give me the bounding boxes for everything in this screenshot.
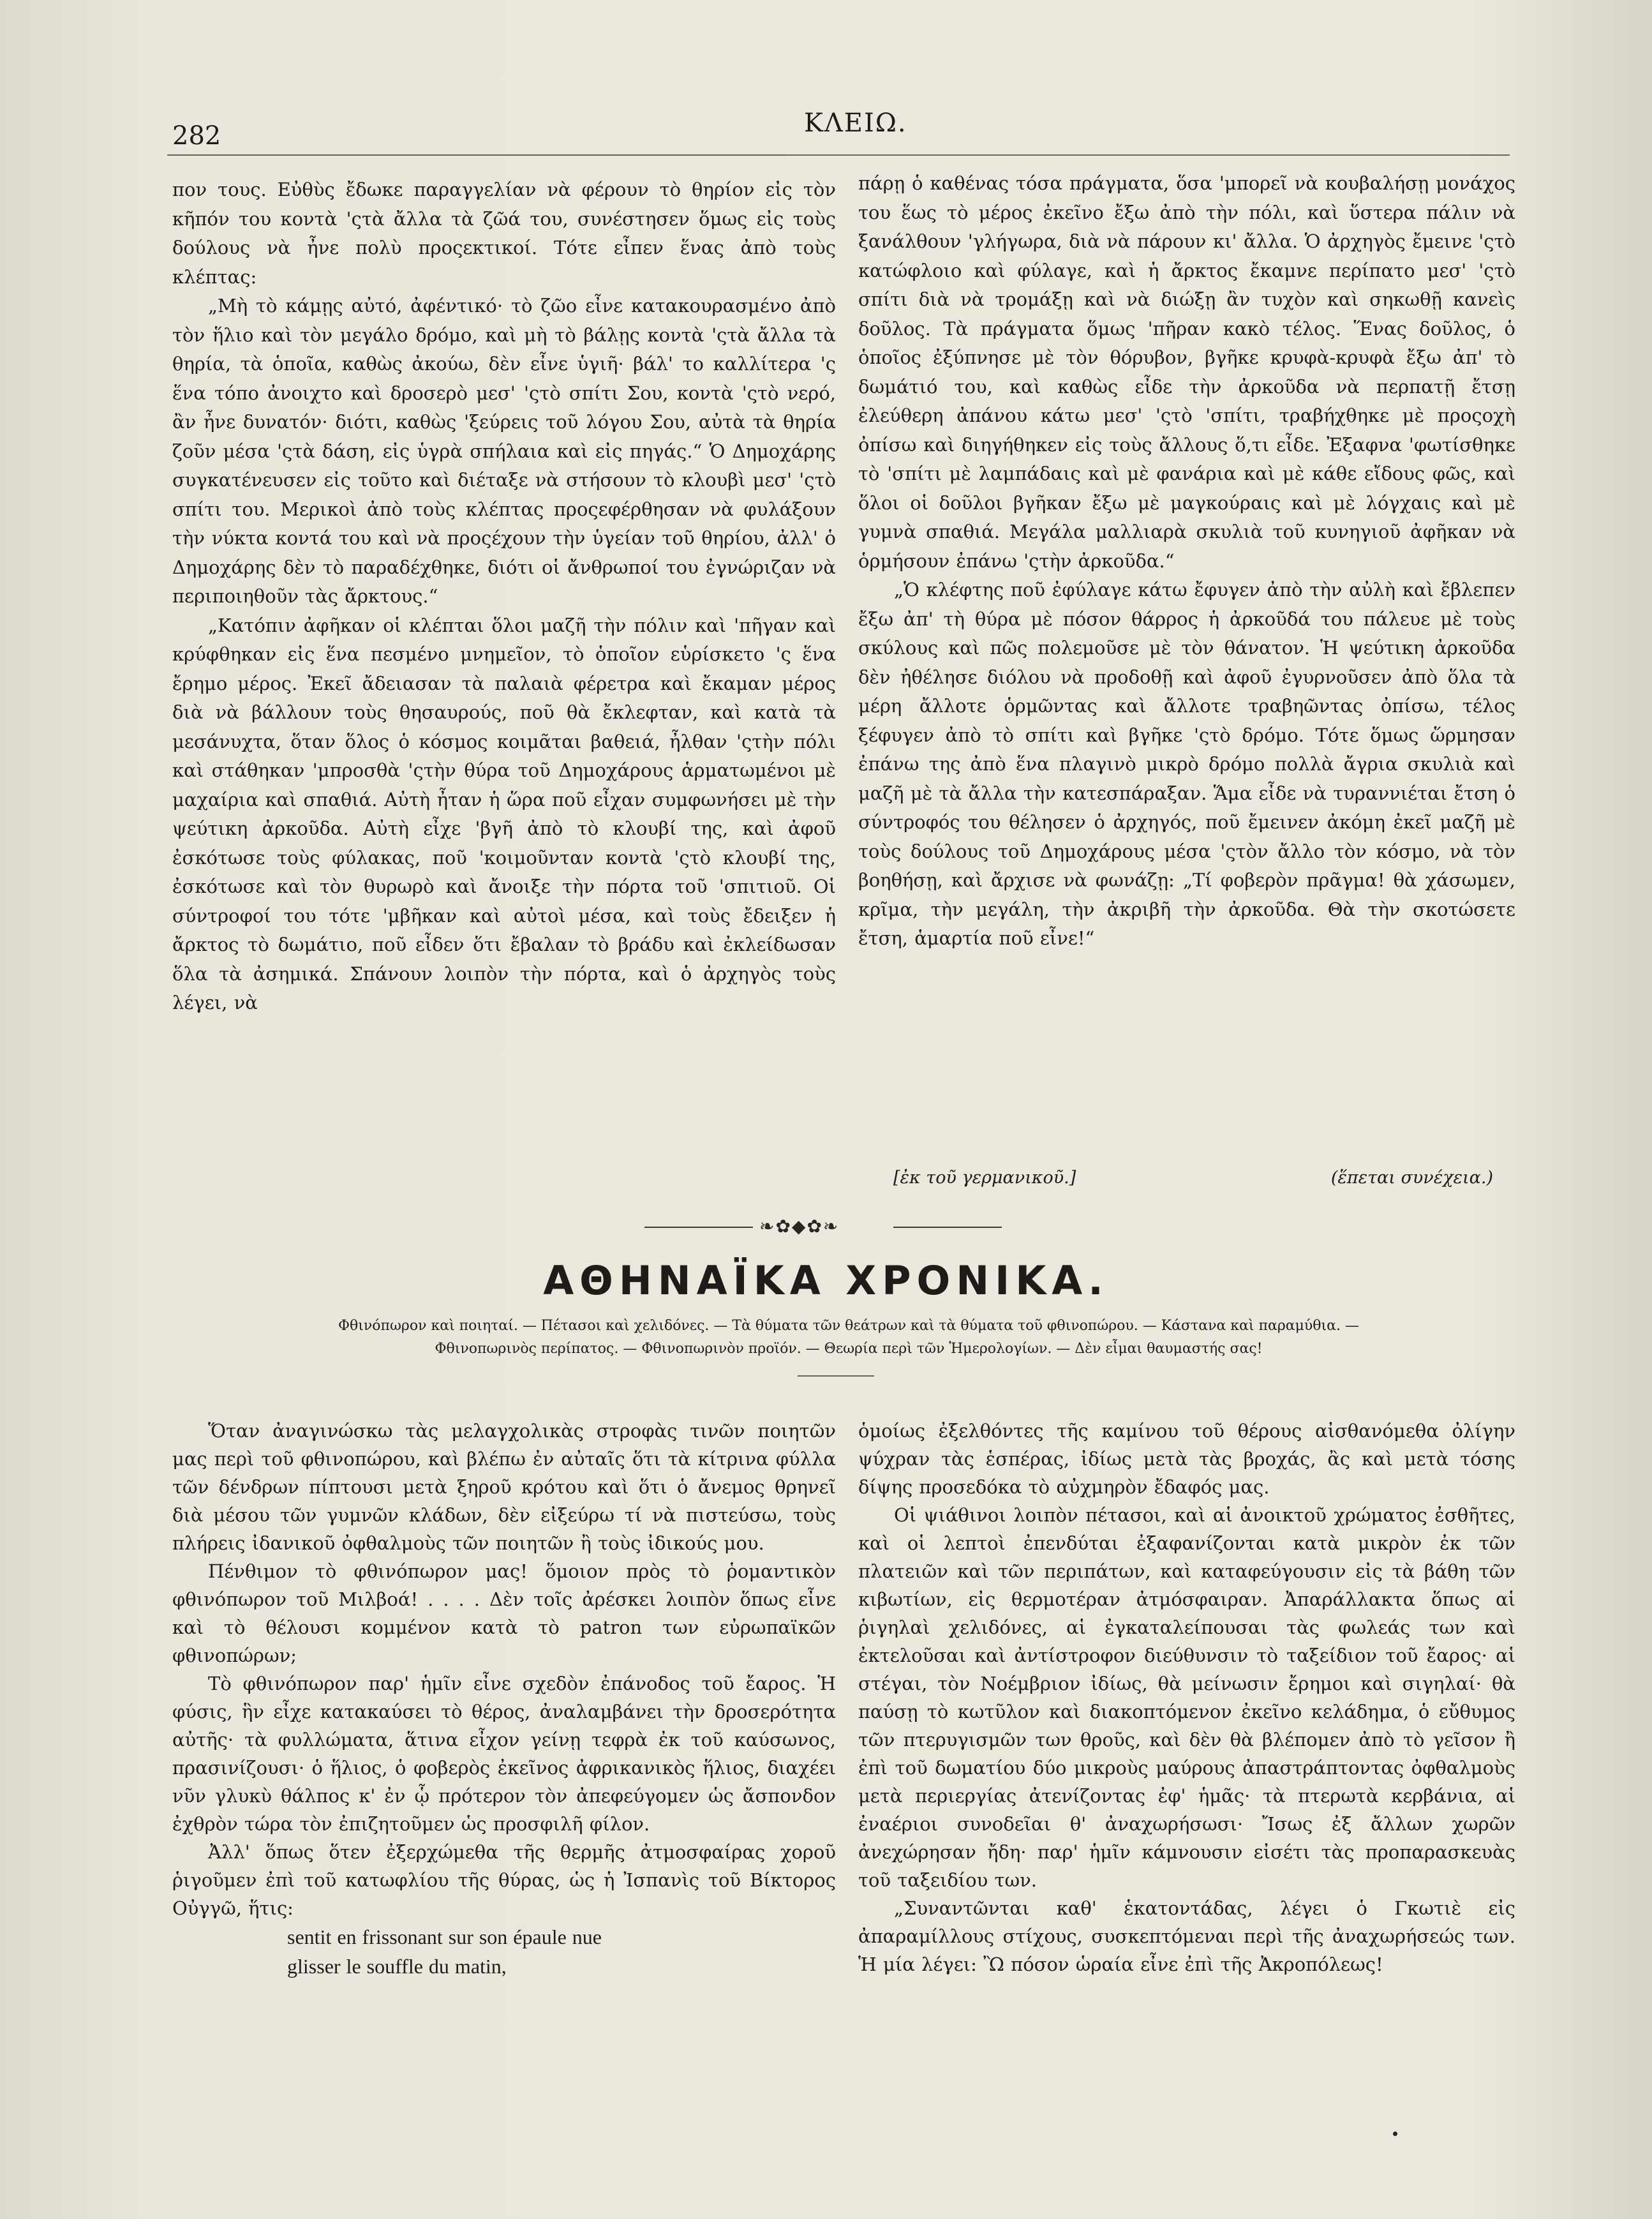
ornament: ❧✿◆✿❧	[759, 1216, 840, 1237]
paragraph: „Ὁ κλέφτης ποῦ ἐφύλαγε κάτω ἔφυγεν ἀπὸ τὴν αὐλὴ καὶ ἔβλεπεν ἔξω ἀπ' τὴ θύρα μὲ πόσον θάρρος ἡ ἀρκοῦδά του πάλευε μὲ τοὺς σκύλους καὶ πῶς πολεμοῦσε μὲ τὸν θάνατον. Ἡ ψεύτικη ἀρκοῦδα δὲν ἠθέλησε διόλου νὰ προδοθῇ καὶ ἀφοῦ ἐγυρνοῦσεν ἀπὸ ὅλα τὰ μέρη ἄλλοτε ὁρμῶντας καὶ ἄλλοτε τραβηῶντας ὀπίσω, τέλος ξέφυγεν ἀπὸ τὸ σπίτι καὶ βγῆκε 'ςτὸ δρόμο. Τότε ὅμως ὥρμησαν ἐπάνω της ἀπὸ ἕνα πλαγινὸ μικρὸ δρόμο πολλὰ ἄγρια σκυλιὰ καὶ μαζῆ μὲ τὰ ἄλλα τὴν κατεσπάραξαν. Ἅμα εἶδε νὰ τυραννιέται ἔτση ὁ σύντροφός του θέλησεν ὁ ἀρχηγός, ποῦ ἔμεινεν ἀκόμη ἐκεῖ μαζῆ μὲ τοὺς δούλους τοῦ Δημοχάρους μέσα 'ςτὸν ἄλλο τὸν κόσμο, νὰ τὸν βοηθήσῃ, καὶ ἄρχισε νὰ φωνάζῃ: „Τί φοβερὸν πρᾶγμα! θὰ χάσωμεν, κρῖμα, τὴν μεγάλη, τὴν ἀκριβῆ τὴν ἀρκοῦδα. Θὰ τὴν σκοτώσετε ἔτση, ἁμαρτία ποῦ εἶνε!“	[858, 579, 1515, 949]
page-number: 282	[172, 121, 221, 151]
section-title: ΑΘΗΝΑΪΚΑ ΧΡΟΝΙΚΑ.	[543, 1257, 1109, 1304]
paragraph: „Συναντῶνται καθ' ἑκατοντάδας, λέγει ὁ Γκωτιὲ εἰς ἀπαραμίλλους στίχους, συσκεπτόμεναι περὶ τῆς ἀναχωρήσεώς των. Ἡ μία λέγει: Ὢ πόσον ὡραία εἶνε ἐπὶ τῆς Ἀκροπόλεως!	[858, 1897, 1515, 1975]
chronicle-column-right	[858, 1417, 1515, 1978]
story-column-right	[858, 169, 1515, 953]
divider	[644, 1227, 753, 1228]
summary-line: Φθινοπωρινὸς περίπατος. — Φθινοπωρινὸν προϊόν. — Θεωρία περὶ τῶν Ἡμερολογίων. — Δὲν εἶμαι θαυμαστής σας!	[435, 1341, 1263, 1357]
divider	[893, 1227, 1002, 1228]
paragraph: Οἱ ψιάθινοι λοιπὸν πέτασοι, καὶ αἱ ἀνοικτοῦ χρώματος ἐσθῆτες, καὶ οἱ λεπτοὶ ἐπενδύται ἐξαφανίζονται κατὰ μικρὸν ἐκ τῶν πλατειῶν καὶ τῶν περιπάτων, καὶ καταφεύγουσιν εἰς τὰ βάθη τῶν κιβωτίων, εἰς θερμοτέραν ἀτμόσφαιραν. Ἀπαράλλακτα ὅπως αἱ ῥιγηλαὶ χελιδόνες, αἱ ἐγκαταλείπουσαι τὰς φωλεάς των καὶ ἐκτελοῦσαι καὶ ἀντίστροφον διεύθυνσιν τὸ ταξείδιον τοῦ ἔαρος· αἱ στέγαι, τὸν Νοέμβριον ἰδίως, θὰ μείνωσιν ἔρημοι καὶ σιγηλαί· θὰ παύσῃ τὸ κωτῦλον καὶ διακοπτόμενον ἐκεῖνο κελάδημα, ὁ εὔθυμος τῶν πτερυγισμῶν των θροῦς, καὶ δὲν θὰ βλέπομεν ἀπὸ τὸ γεῖσον ἢ ἐπὶ τοῦ δωματίου δύο μικροὺς μαύρους ἀπαστράπτοντας ὀφθαλμοὺς μετὰ περιεργίας ἀτενίζοντας ἐφ' ἡμᾶς· τὰ πτερωτὰ κερβάνια, αἱ ἐναέριοι συνοδεῖαι θ' ἀναχωρήσωσι· Ἴσως ἐξ ἄλλων χωρῶν ἀνεχώρησαν ἤδη· παρ' ἡμῖν κάμνουσιν εἰσέτι τὰς προπαρασκευὰς τοῦ ταξειδίου των.	[858, 1504, 1515, 1891]
quote-line: glisser le souffle du matin,	[287, 1955, 507, 1978]
summary-line: Φθινόπωρον καὶ ποιηταί. — Πέτασοι καὶ χελιδόνες. — Τὰ θύματα τῶν θεάτρων καὶ τὰ θύματα τοῦ φθινοπώρου. — Κάστανα καὶ παραμύθια. —	[338, 1318, 1360, 1334]
paragraph: πον τους. Εὐθὺς ἔδωκε παραγγελίαν νὰ φέρουν τὸ θηρίον εἰς τὸν κῆπόν του κοντὰ 'ςτὰ ἄλλα τὰ ζῶά του, συνέστησεν ὅμως εἰς τοὺς δούλους νὰ ἦνε πολὺ προςεκτικοί. Τότε εἶπεν ἕνας ἀπὸ τοὺς κλέπτας:	[172, 179, 836, 288]
running-title: ΚΛΕΙΩ.	[804, 108, 907, 138]
paragraph: Πένθιμον τὸ φθινόπωρον μας! ὅμοιον πρὸς τὸ ῥομαντικὸν φθινόπωρον τοῦ Μιλβοά! . . . . Δὲν τοῖς ἀρέσκει λοιπὸν ὅπως εἶνε καὶ τὸ θέλουσι κομμένον κατὰ τὸ patron των εὐρωπαϊκῶν φθινοπώρων;	[172, 1560, 836, 1666]
section-summary	[182, 1315, 1515, 1361]
paragraph: „Μὴ τὸ κάμῃς αὐτό, ἀφέντικό· τὸ ζῶο εἶνε κατακουρασμένο ἀπὸ τὸν ἥλιο καὶ τὸν μεγάλο δρόμο, καὶ μὴ τὸ βάλῃς κοντὰ 'ςτὰ ἄλλα τὰ θηρία, τὰ ὁποῖα, καθὼς ἀκούω, δὲν εἶνε ὑγιῆ· βάλ' το καλλίτερα 'ς ἕνα τόπο ἀνοιχτο καὶ δροσερὸ μεσ' 'ςτὸ σπίτι Σου, κοντὰ 'ςτὸ νερό, ἂν ἦνε δυνατόν· διότι, καθὼς 'ξεύρεις τοῦ λόγου Σου, αὐτὰ τὰ θηρία ζοῦν μέσα 'ςτὰ δάση, εἰς ὑγρὰ σπήλαια καὶ εἰς πηγάς.“ Ὁ Δημοχάρης συγκατένευσεν εἰς τοῦτο καὶ διέταξε νὰ στήσουν τὸ κλουβὶ μεσ' 'ςτὸ σπίτι του. Μερικοὶ ἀπὸ τοὺς κλέπτας προςεφέρθησαν νὰ φυλάξουν τὴν νύκτα κοντά του καὶ νὰ προςέχουν τὴν ὑγείαν τοῦ θηρίου, ἀλλ' ὁ Δημοχάρης δὲν τὸ παραδέχθηκε, διότι οἱ ἄνθρωποί του ἐγνώριζαν νὰ περιποιηθοῦν τὰς ἄρκτους.“	[172, 295, 836, 607]
story-column-left	[172, 176, 836, 1018]
paragraph: πάρῃ ὁ καθένας τόσα πράγματα, ὅσα 'μπορεῖ νὰ κουβαλήσῃ μονάχος του ἕως τὸ μέρος ἐκεῖνο ἔξω ἀπὸ τὴν πόλι, καὶ ὕστερα πάλιν νὰ ξανάλθουν 'γλήγωρα, διὰ νὰ πάρουν κι' ἄλλα. Ὁ ἀρχηγὸς ἔμεινε 'ςτὸ κατώφλοιο καὶ φύλαγε, καὶ ἡ ἄρκτος ἔκαμνε περίπατο μεσ' 'ςτὸ σπίτι διὰ νὰ τρομάξῃ καὶ νὰ διώξῃ ἂν τυχὸν καὶ σηκωθῇ κανεὶς δοῦλος. Τὰ πράγματα ὅμως 'πῆραν κακὸ τέλος. Ἕνας δοῦλος, ὁ ὁποῖος ἐξύπνησε μὲ τὸν θόρυβον, βγῆκε κρυφὰ-κρυφὰ ἔξω ἀπ' τὸ δωμάτιό του, καὶ καθὼς εἶδε τὴν ἀρκοῦδα νὰ περπατῇ ἔτσῃ ἐλεύθερη ἀπάνου κάτω μεσ' 'ςτὸ 'σπίτι, τραβήχθηκε μὲ προςοχὴ ὀπίσω καὶ διηγήθηκεν εἰς τοὺς ἄλλους ὅ,τι εἶδε. Ἐξαφνα 'φωτίσθηκε τὸ 'σπίτι μὲ λαμπάδαις καὶ μὲ φανάρια καὶ μὲ κάθε εἴδους φῶς, καὶ ὅλοι οἱ δοῦλοι βγῆκαν ἔξω μὲ μαγκούραις καὶ μὲ λόγχαις καὶ μὲ γυμνὰ σπαθιά. Μεγάλα μαλλιαρὰ σκυλιὰ τοῦ κυνηγιοῦ ἀφῆκαν νὰ ὁρμήσουν ἐπάνω 'ςτὴν ἀρκοῦδα.“	[858, 172, 1515, 572]
paragraph: Ὅταν ἀναγινώσκω τὰς μελαγχολικὰς στροφὰς τινῶν ποιητῶν μας περὶ τοῦ φθινοπώρου, καὶ βλέπω ἐν αὐταῖς ὅτι τὰ κίτρινα φύλλα τῶν δένδρων πίπτουσι μετὰ ξηροῦ κρότου καὶ ὅτι ὁ ἄνεμος θρηνεῖ διὰ μέσου τῶν γυμνῶν κλάδων, δὲν εἰξεύρω τί νὰ πιστεύσω, τοὺς πλήρεις ἰδανικοῦ ὀφθαλμοὺς τῶν ποιητῶν ἢ τοὺς ἰδικούς μου.	[172, 1420, 836, 1554]
paragraph: Τὸ φθινόπωρον παρ' ἡμῖν εἶνε σχεδὸν ἐπάνοδος τοῦ ἔαρος. Ἡ φύσις, ἣν εἶχε κατακαύσει τὸ θέρος, ἀναλαμβάνει τὴν δροσερότητα αὐτῆς· τὰ φυλλώματα, ἅτινα εἶχον γείνῃ τεφρὰ ἐκ τοῦ καύσωνος, πρασινίζουσι· ὁ ἥλιος, ὁ φοβερὸς ἐκεῖνος ἀφρικανικὸς ἥλιος, διαχέει νῦν γλυκὺ θάλπος κ' ἐν ᾧ πρότερον τὸν ἀπεφεύγομεν ὡς ἄσπονδον ἐχθρὸν τώρα τὸν ἐπιζητοῦμεν ὡς προσφιλῆ φίλον.	[172, 1673, 836, 1835]
paragraph: ὁμοίως ἐξελθόντες τῆς καμίνου τοῦ θέρους αἰσθανόμεθα ὀλίγην ψύχραν τὰς ἑσπέρας, ἰδίως μετὰ τὰς βροχάς, ἂς καὶ μετὰ τόσης δίψης προσεδόκα τὸ αὐχμηρὸν ἔδαφός μας.	[858, 1420, 1515, 1498]
summary-rule	[798, 1375, 874, 1377]
continued-note: (ἕπεται συνέχεια.)	[1330, 1168, 1493, 1188]
source-note: [ἐκ τοῦ γερμανικοῦ.]	[893, 1168, 1076, 1188]
paragraph: „Κατόπιν ἀφῆκαν οἱ κλέπται ὅλοι μαζῆ τὴν πόλιν καὶ 'πῆγαν καὶ κρύφθηκαν εἰς ἕνα πεσμένο μνημεῖον, τὸ ὁποῖον εὑρίσκετο 'ς ἕνα ἔρημο μέρος. Ἐκεῖ ἄδειασαν τὰ παλαιὰ φέρετρα καὶ ἔκαμαν μέρος διὰ νὰ βάλλουν τοὺς θησαυρούς, ποῦ θὰ ἔκλεφταν, καὶ κατὰ τὰ μεσάνυχτα, ὅταν ὅλος ὁ κόσμος κοιμᾶται βαθειά, ἦλθαν 'ςτὴν πόλι καὶ στάθηκαν 'μπροσθὰ 'ςτὴν θύρα τοῦ Δημοχάρους ἁρματωμένοι μὲ μαχαίρια καὶ σπαθιά. Αὐτὴ ἦταν ἡ ὥρα ποῦ εἶχαν συμφωνήσει μὲ τὴν ψεύτικη ἀρκοῦδα. Αὐτὴ εἶχε 'βγῆ ἀπὸ τὸ κλουβί της, καὶ ἀφοῦ ἐσκότωσε τοὺς φύλακας, ποῦ 'κοιμοῦνταν κοντὰ 'ςτὸ κλουβί της, ἐσκότωσε καὶ τὸν θυρωρὸ καὶ ἄνοιξε τὴν πόρτα τοῦ 'σπιτιοῦ. Οἱ σύντροφοί του τότε 'μβῆκαν καὶ αὐτοὶ μέσα, καὶ τοὺς ἔδειξεν ἡ ἄρκτος τὸ δωμάτιο, ποῦ εἶδεν ὅτι ἔβαλαν τὸ βράδυ καὶ ἐκλείδωσαν ὅλα τὰ ἀσημικά. Σπάνουν λοιπὸν τὴν πόρτα, καὶ ὁ ἀρχηγὸς τοὺς λέγει, νὰ	[172, 614, 836, 1013]
chronicle-column-left	[172, 1417, 836, 1981]
header-rule	[167, 154, 1510, 156]
quote-line: sentit en frissonant sur son épaule nue	[287, 1925, 602, 1948]
ink-speck	[1393, 2132, 1397, 2136]
paragraph: Ἀλλ' ὅπως ὅτεν ἐξερχώμεθα τῆς θερμῆς ἀτμοσφαίρας χοροῦ ῥιγοῦμεν ἐπὶ τοῦ κατωφλίου τῆς θύρας, ὡς ἡ Ἰσπανὶς τοῦ Βίκτορος Οὐγγῶ, ἥτις:	[172, 1841, 836, 1919]
